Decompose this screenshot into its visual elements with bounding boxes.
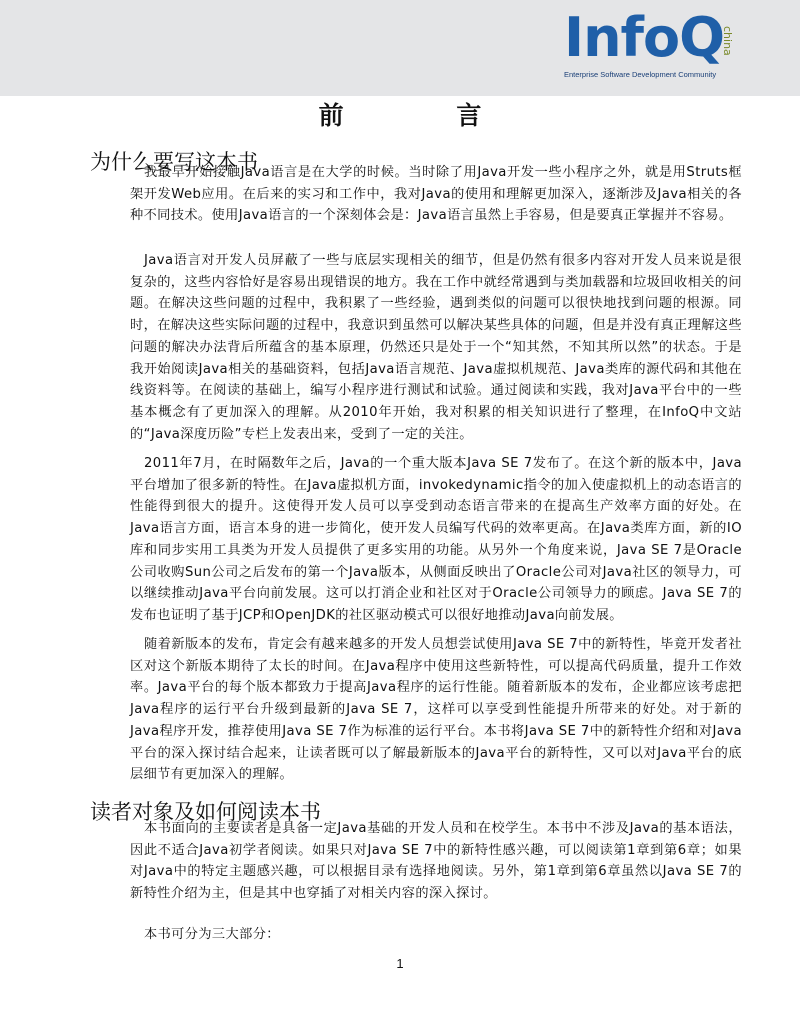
logo-tagline: Enterprise Software Development Community <box>564 70 717 79</box>
paragraph: 本书可分为三大部分： <box>144 927 280 942</box>
paragraph: 我最早开始接触Java语言是在大学的时候。当时除了用Java开发一些小程序之外，就是用Struts框架开发Web应用。在后来的实习和工作中，我对Java的使用和理解更加深入，逐渐涉及Java相关的各种不同技术。使用Java语言的一个深刻体会是：Java语言虽然上手容易，但是要真正掌握并不容易。 <box>130 165 742 224</box>
section-heading: 读者对象及如何阅读本书 <box>90 800 321 824</box>
paragraph: 本书面向的主要读者是具备一定Java基础的开发人员和在校学生。本书中不涉及Java的基本语法，因此不适合Java初学者阅读。如果只对Java SE 7中的新特性感兴趣，可以阅读第1章到第6章；如果对Java中的特定主题感兴趣，可以根据目录有选择地阅读。另外，第1章到第6章虽然以Java SE 7的新特性介绍为主，但是其中也穿插了对相关内容的深入探讨。 <box>130 821 742 902</box>
page-number: 1 <box>396 956 404 971</box>
logo-suffix: china <box>721 26 734 56</box>
paragraph: 2011年7月，在时隔数年之后，Java的一个重大版本Java SE 7发布了。在这个新的版本中，Java平台增加了很多新的特性。在Java虚拟机方面，invokedynamic指令的加入使虚拟机上的动态语言的性能得到很大的提升。这使得开发人员可以享受到动态语言带来的在提高生产效率方面的好处。在Java语言方面，语言本身的进一步简化，使开发人员编写代码的效率更高。在Java类库方面，新的IO库和同步实用工具类为开发人员提供了更多实用的功能。从另外一个角度来说，Java SE 7是Oracle公司收购Sun公司之后发布的第一个Java版本，从侧面反映出了Oracle公司对Java社区的领导力，可以继续推动Java平台向前发展。这可以打消企业和社区对于Oracle公司领导力的顾虑。Java SE 7的发布也证明了基于JCP和OpenJDK的社区驱动模式可以很好地推动Java向前发展。 <box>130 456 742 623</box>
paragraph: 随着新版本的发布，肯定会有越来越多的开发人员想尝试使用Java SE 7中的新特性，毕竟开发者社区对这个新版本期待了太长的时间。在Java程序中使用这些新特性，可以提高代码质量，提升工作效率。Java平台的每个版本都致力于提高Java程序的运行性能。随着新版本的发布，企业都应该考虑把Java程序的运行平台升级到最新的Java SE 7，这样可以享受到性能提升所带来的好处。对于新的Java程序开发，推荐使用Java SE 7作为标准的运行平台。本书将Java SE 7中的新特性介绍和对Java平台的深入探讨结合起来，让读者既可以了解最新版本的Java平台的新特性，又可以对Java平台的底层细节有更加深入的理解。 <box>130 637 742 783</box>
paragraph: Java语言对开发人员屏蔽了一些与底层实现相关的细节，但是仍然有很多内容对开发人员来说是很复杂的，这些内容恰好是容易出现错误的地方。我在工作中就经常遇到与类加载器和垃圾回收相关的问题。在解决这些问题的过程中，我积累了一些经验，遇到类似的问题可以很快地找到问题的根源。同时，在解决这些实际问题的过程中，我意识到虽然可以解决某些具体的问题，但是并没有真正理解这些问题的解决办法背后所蕴含的基本原理，仍然还只是处于一个“知其然，不知其所以然”的状态。于是我开始阅读Java相关的基础资料，包括Java语言规范、Java虚拟机规范、Java类库的源代码和其他在线资料等。在阅读的基础上，编写小程序进行测试和试验。通过阅读和实践，我对Java平台中的一些基本概念有了更加深入的理解。从2010年开始，我对积累的相关知识进行了整理，在InfoQ中文站的“Java深度历险”专栏上发表出来，受到了一定的关注。 <box>130 253 742 442</box>
infoq-logo <box>564 6 764 86</box>
header-band <box>0 0 800 96</box>
section-heading: 为什么要写这本书 <box>90 150 258 174</box>
page-title: 前 言 <box>318 101 534 130</box>
logo-brand-text: InfoQ <box>564 6 725 69</box>
